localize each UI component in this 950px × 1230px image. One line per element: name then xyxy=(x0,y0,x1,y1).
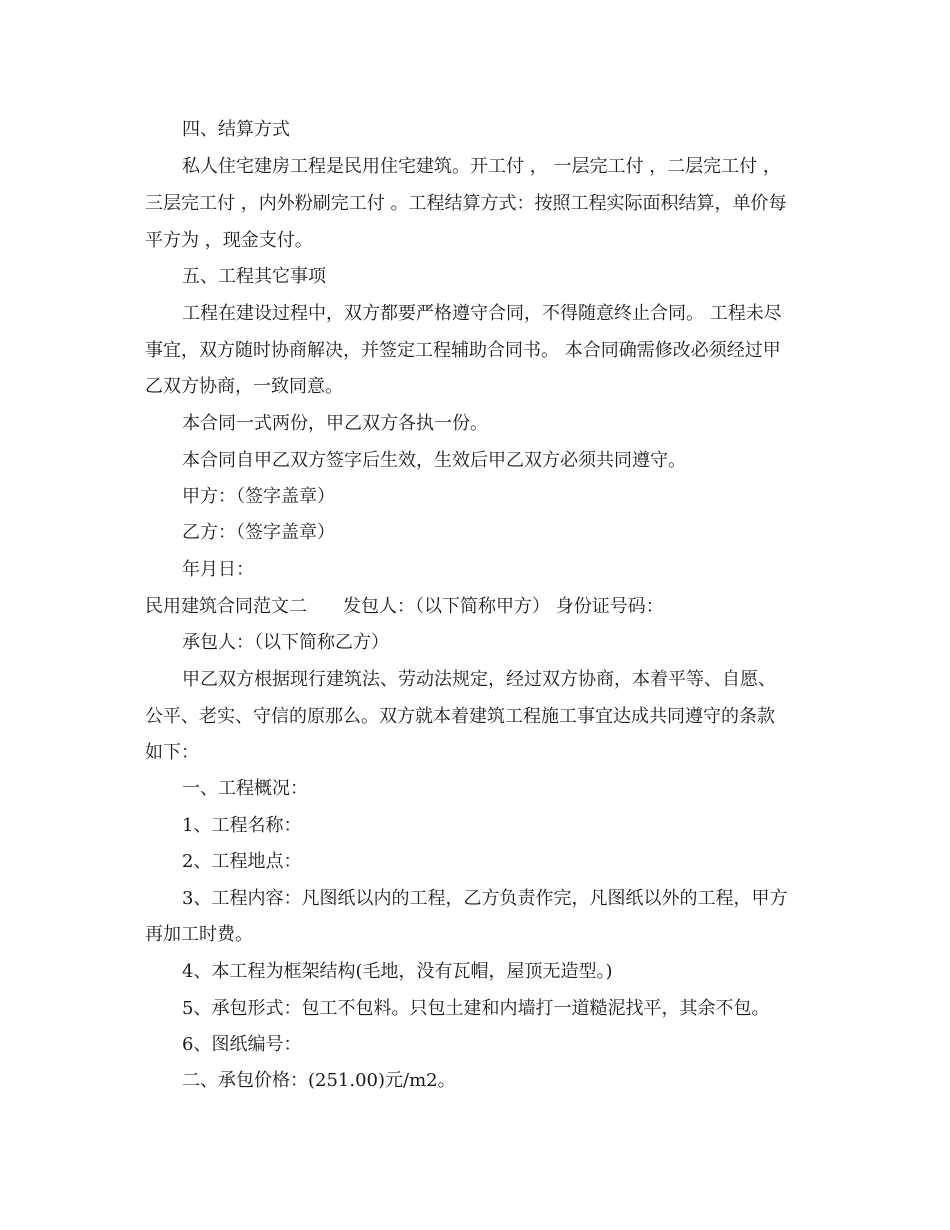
section-heading-other-matters: 五、工程其它事项 xyxy=(182,266,326,287)
contractor-line: 承包人：（以下简称乙方） xyxy=(182,632,389,653)
paragraph-line: 本合同一式两份，甲乙双方各执一份。 xyxy=(182,413,488,434)
party-a-signature-line: 甲方：（签字盖章） xyxy=(182,486,335,507)
list-item: 1、工程名称： xyxy=(182,815,302,836)
section-heading-price: 二、承包价格：(251.00)元/m2。 xyxy=(182,1070,456,1091)
list-item: 2、工程地点： xyxy=(182,851,302,872)
list-item: 6、图纸编号： xyxy=(182,1034,302,1055)
paragraph-line: 本合同自甲乙双方签字后生效，生效后甲乙双方必须共同遵守。 xyxy=(182,450,686,471)
paragraph-line: 三层完工付 ，内外粉刷完工付 。工程结算方式：按照工程实际面积结算，单价每 xyxy=(145,193,787,214)
section-heading-overview: 一、工程概况： xyxy=(182,778,308,799)
paragraph-line: 再加工时费。 xyxy=(145,924,253,945)
party-b-signature-line: 乙方：（签字盖章） xyxy=(182,522,335,543)
paragraph-line: 工程在建设过程中，双方都要严格遵守合同，不得随意终止合同。 工程未尽 xyxy=(182,303,782,324)
list-item: 5、承包形式：包工不包料。只包土建和内墙打一道糙泥找平，其余不包。 xyxy=(182,998,770,1019)
paragraph-line: 乙双方协商，一致同意。 xyxy=(145,376,343,397)
paragraph-line: 公平、老实、守信的原那么。双方就本着建筑工程施工事宜达成共同遵守的条款 xyxy=(145,706,775,727)
date-line: 年月日： xyxy=(182,559,254,580)
paragraph-line: 甲乙双方根据现行建筑法、劳动法规定，经过双方协商，本着平等、自愿、 xyxy=(182,669,776,690)
contract-title-line: 民用建筑合同范文二 发包人：（以下简称甲方） 身份证号码： xyxy=(145,596,664,617)
paragraph-line: 平方为 ，现金支付。 xyxy=(145,230,313,251)
paragraph-line: 如下： xyxy=(145,742,199,763)
list-item: 4、本工程为框架结构(毛地，没有瓦帽，屋顶无造型。) xyxy=(182,961,613,982)
section-heading-settlement: 四、结算方式 xyxy=(182,119,290,140)
paragraph-line: 事宜，双方随时协商解决，并签定工程辅助合同书。 本合同确需修改必须经过甲 xyxy=(145,340,781,361)
list-item: 3、工程内容：凡图纸以内的工程，乙方负责作完，凡图纸以外的工程，甲方 xyxy=(182,888,788,909)
paragraph-line: 私人住宅建房工程是民用住宅建筑。开工付 ， 一层完工付 ，二层完工付 ， xyxy=(182,156,781,177)
